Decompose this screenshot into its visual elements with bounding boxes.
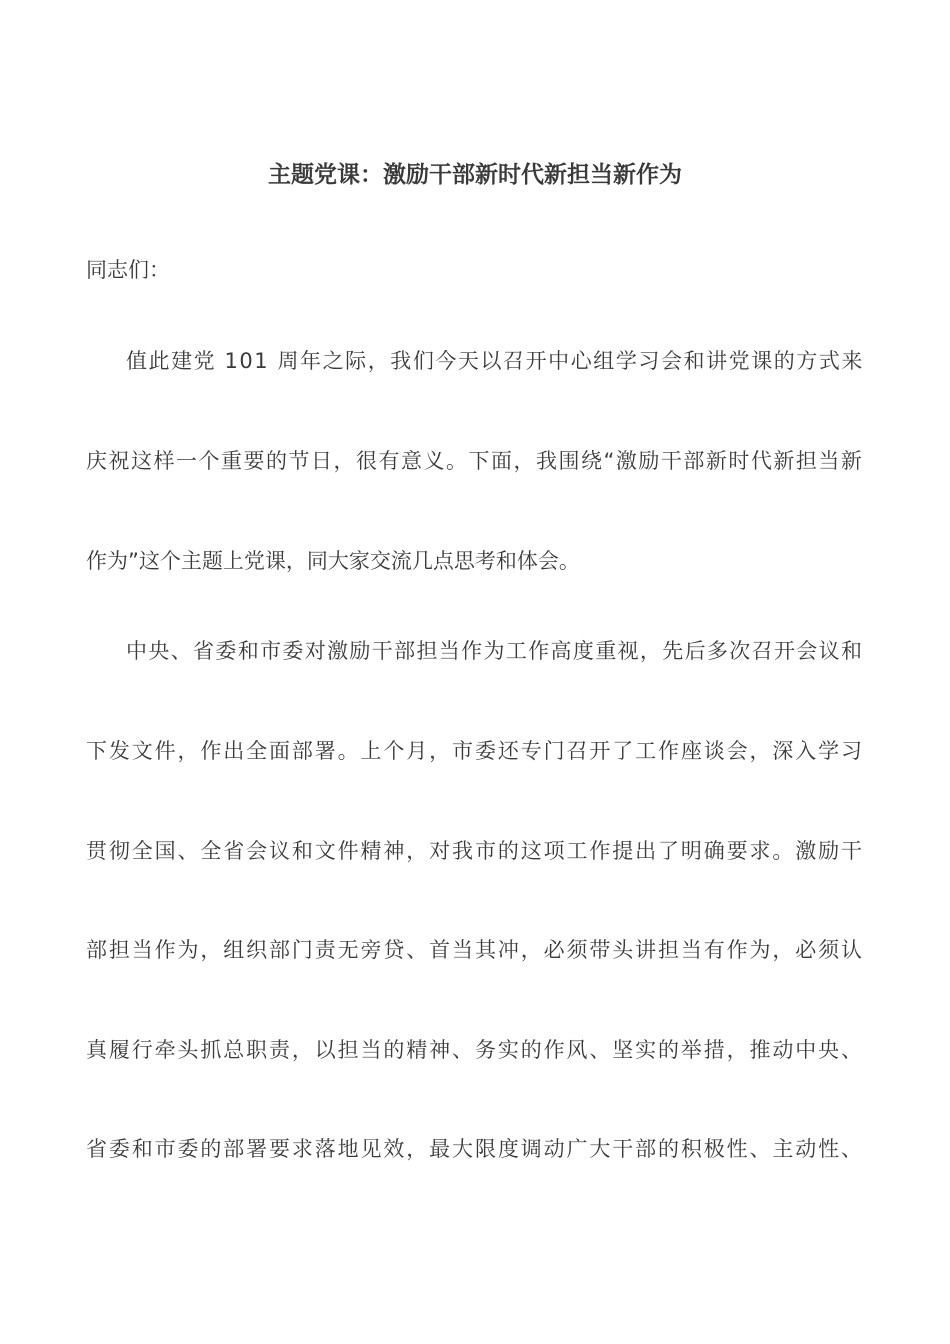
paragraph-line: 贯彻全国、全省会议和文件精神，对我市的这项工作提出了明确要求。激励干 [86,839,864,863]
paragraph-line: 真履行牵头抓总职责，以担当的精神、务实的作风、坚实的举措，推动中央、 [86,1038,864,1062]
document-title: 主题党课：激励干部新时代新担当新作为 [268,162,682,188]
salutation: 同志们： [86,258,170,282]
paragraph-line: 值此建党 101 周年之际，我们今天以召开中心组学习会和讲党课的方式来 [126,349,864,373]
paragraph-line: 省委和市委的部署要求落地见效，最大限度调动广大干部的积极性、主动性、 [86,1137,864,1161]
paragraph-line: 部担当作为，组织部门责无旁贷、首当其冲，必须带头讲担当有作为，必须认 [86,938,864,962]
paragraph-line: 作为”这个主题上党课，同大家交流几点思考和体会。 [86,549,580,573]
paragraph-line: 庆祝这样一个重要的节日，很有意义。下面，我围绕“激励干部新时代新担当新 [86,449,864,473]
paragraph-line: 下发文件，作出全面部署。上个月，市委还专门召开了工作座谈会，深入学习 [86,739,864,763]
paragraph-line: 中央、省委和市委对激励干部担当作为工作高度重视，先后多次召开会议和 [126,639,864,663]
